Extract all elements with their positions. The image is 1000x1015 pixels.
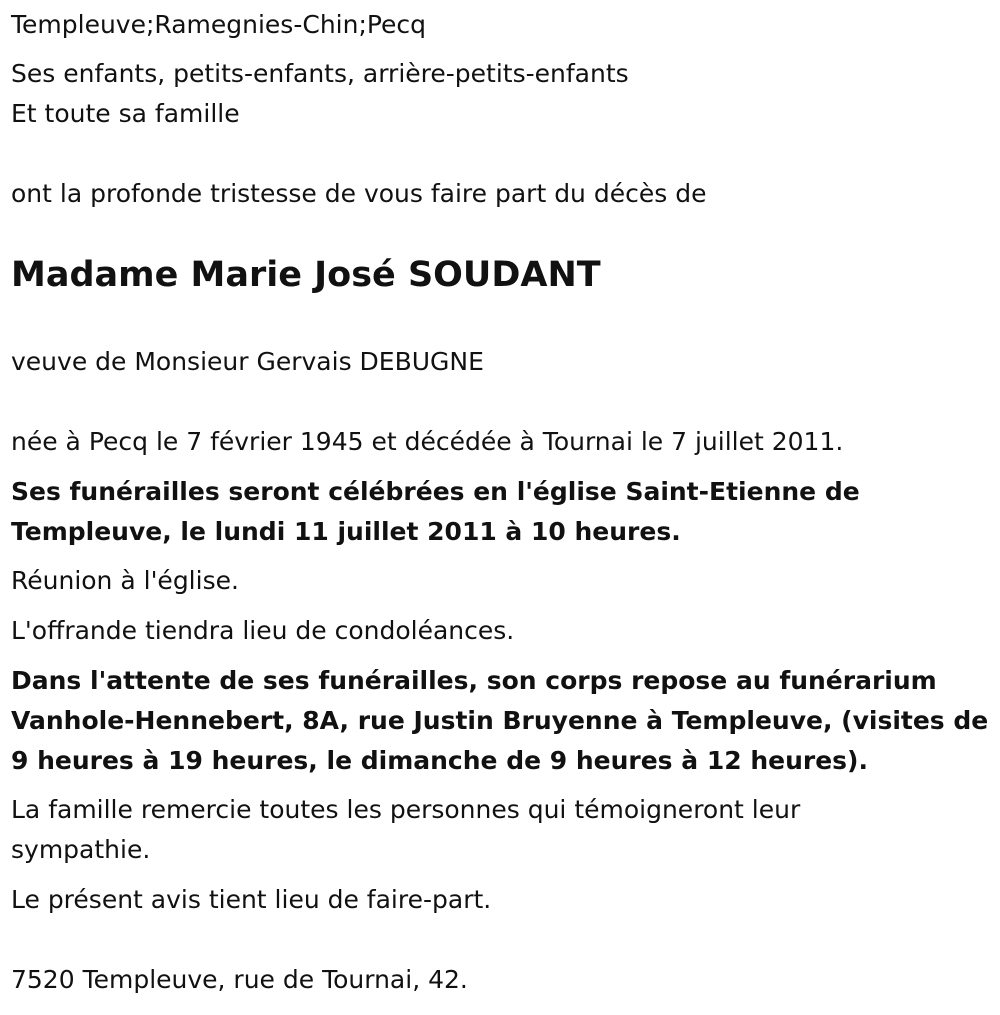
family-line-1: Ses enfants, petits-enfants, arrière-petits-enfants [11,59,629,88]
viewing-info-line-2: Vanhole-Hennebert, 8A, rue Justin Bruyenne à Templeuve, (visites de [11,706,989,735]
announcement-text: ont la profonde tristesse de vous faire part du décès de [11,179,707,208]
meeting-info: Réunion à l'église. [11,566,239,595]
viewing-info-line-3: 9 heures à 19 heures, le dimanche de 9 heures à 12 heures). [11,746,868,775]
funeral-info-line-2: Templeuve, le lundi 11 juillet 2011 à 10 heures. [11,517,681,546]
viewing-info-line-1: Dans l'attente de ses funérailles, son corps repose au funérarium [11,666,937,695]
thanks-line-2: sympathie. [11,835,151,864]
deceased-name: Madame Marie José SOUDANT [11,255,601,295]
funeral-info-line-1: Ses funérailles seront célébrées en l'église Saint-Etienne de [11,477,860,506]
notice-statement: Le présent avis tient lieu de faire-part. [11,885,492,914]
thanks-line-1: La famille remercie toutes les personnes qui témoigneront leur [11,795,801,824]
family-line-2: Et toute sa famille [11,99,240,128]
address: 7520 Templeuve, rue de Tournai, 42. [11,965,468,994]
location-header: Templeuve;Ramegnies-Chin;Pecq [11,10,427,39]
birth-death-dates: née à Pecq le 7 février 1945 et décédée à Tournai le 7 juillet 2011. [11,427,844,456]
offering-info: L'offrande tiendra lieu de condoléances. [11,616,515,645]
widow-of: veuve de Monsieur Gervais DEBUGNE [11,347,484,376]
